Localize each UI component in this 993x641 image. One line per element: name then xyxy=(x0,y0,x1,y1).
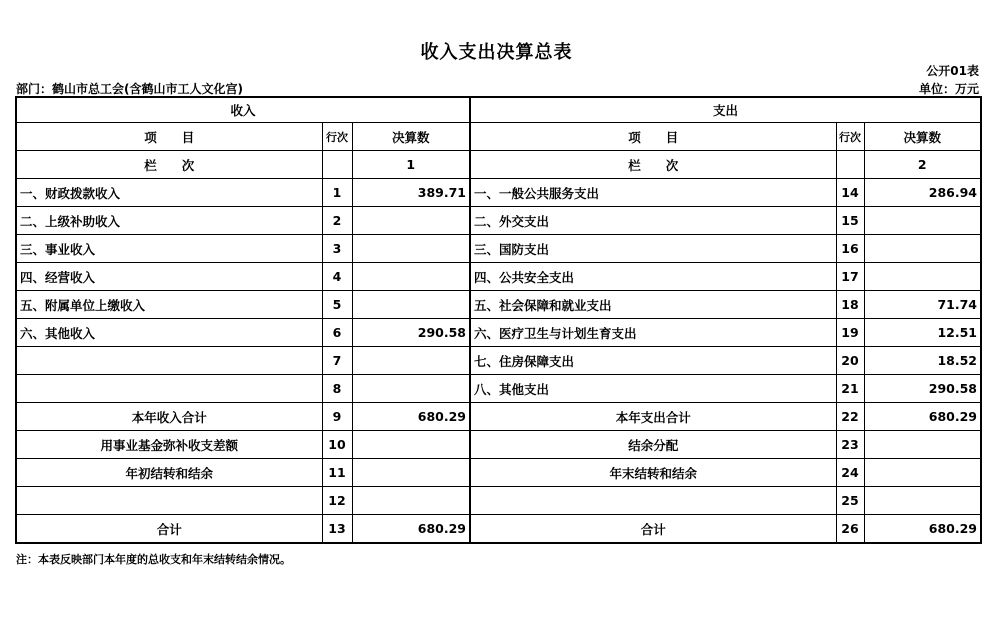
income-row-number: 5 xyxy=(322,291,352,319)
expense-amount xyxy=(864,487,981,515)
expense-section-header: 支出 xyxy=(470,97,981,123)
expense-amount xyxy=(864,207,981,235)
income-section-header: 收入 xyxy=(16,97,470,123)
expense-row-number: 16 xyxy=(836,235,864,263)
income-amount: 680.29 xyxy=(352,403,470,431)
table-row xyxy=(16,235,981,263)
income-row-number: 4 xyxy=(322,263,352,291)
expense-amount: 71.74 xyxy=(864,291,981,319)
expense-item-label: 八、其他支出 xyxy=(470,375,836,403)
income-amount xyxy=(352,459,470,487)
expense-amount: 286.94 xyxy=(864,179,981,207)
expense-row-number: 23 xyxy=(836,431,864,459)
income-row-number: 3 xyxy=(322,235,352,263)
expense-amount xyxy=(864,459,981,487)
income-row-number: 1 xyxy=(322,179,352,207)
income-row-number: 6 xyxy=(322,319,352,347)
income-item-label xyxy=(16,347,322,375)
income-item-label: 五、附属单位上缴收入 xyxy=(16,291,322,319)
expense-item-label: 合计 xyxy=(470,515,836,544)
table-row xyxy=(16,375,981,403)
table-row xyxy=(16,515,981,544)
expense-item-header: 项 目 xyxy=(470,123,836,151)
income-amount: 389.71 xyxy=(352,179,470,207)
expense-row-number: 26 xyxy=(836,515,864,544)
expense-row-number: 18 xyxy=(836,291,864,319)
income-row-number: 11 xyxy=(322,459,352,487)
expense-row-number: 22 xyxy=(836,403,864,431)
expense-amount-header: 决算数 xyxy=(864,123,981,151)
expense-row-number: 21 xyxy=(836,375,864,403)
income-row-number: 10 xyxy=(322,431,352,459)
income-amount xyxy=(352,263,470,291)
expense-item-label: 五、社会保障和就业支出 xyxy=(470,291,836,319)
income-amount: 680.29 xyxy=(352,515,470,544)
income-item-label xyxy=(16,487,322,515)
income-row-number: 12 xyxy=(322,487,352,515)
expense-item-label: 二、外交支出 xyxy=(470,207,836,235)
income-item-label: 合计 xyxy=(16,515,322,544)
income-row-number: 2 xyxy=(322,207,352,235)
footnote: 注：本表反映部门本年度的总收支和年末结转结余情况。 xyxy=(16,553,291,566)
table-row xyxy=(16,179,981,207)
section-header-row xyxy=(16,97,981,123)
expense-item-label: 六、医疗卫生与计划生育支出 xyxy=(470,319,836,347)
report-title: 收入支出决算总表 xyxy=(420,42,573,63)
income-item-header: 项 目 xyxy=(16,123,322,151)
income-amount xyxy=(352,431,470,459)
income-item-label: 六、其他收入 xyxy=(16,319,322,347)
expense-amount: 12.51 xyxy=(864,319,981,347)
table-row xyxy=(16,319,981,347)
income-item-label: 二、上级补助收入 xyxy=(16,207,322,235)
expense-item-label: 七、住房保障支出 xyxy=(470,347,836,375)
unit-label: 单位：万元 xyxy=(918,82,979,96)
income-item-label: 年初结转和结余 xyxy=(16,459,322,487)
income-amount xyxy=(352,487,470,515)
income-item-label xyxy=(16,375,322,403)
income-row-number: 7 xyxy=(322,347,352,375)
income-amount xyxy=(352,375,470,403)
expense-amount: 290.58 xyxy=(864,375,981,403)
expense-item-label: 四、公共安全支出 xyxy=(470,263,836,291)
expense-row-number: 20 xyxy=(836,347,864,375)
table-row xyxy=(16,459,981,487)
expense-row-number: 24 xyxy=(836,459,864,487)
expense-amount xyxy=(864,431,981,459)
department-label: 部门：鹤山市总工会(含鹤山市工人文化宫) xyxy=(16,82,243,96)
income-amount xyxy=(352,291,470,319)
income-item-label: 本年收入合计 xyxy=(16,403,322,431)
expense-amount xyxy=(864,263,981,291)
expense-item-label: 年末结转和结余 xyxy=(470,459,836,487)
income-expense-table xyxy=(15,96,982,544)
income-row-number: 8 xyxy=(322,375,352,403)
expense-column-label: 栏 次 xyxy=(470,151,836,179)
expense-item-label: 三、国防支出 xyxy=(470,235,836,263)
income-item-label: 四、经营收入 xyxy=(16,263,322,291)
expense-column-index: 2 xyxy=(864,151,981,179)
expense-amount: 18.52 xyxy=(864,347,981,375)
table-row xyxy=(16,347,981,375)
expense-item-label: 一、一般公共服务支出 xyxy=(470,179,836,207)
income-amount: 290.58 xyxy=(352,319,470,347)
expense-row-number: 17 xyxy=(836,263,864,291)
expense-row-number: 25 xyxy=(836,487,864,515)
expense-row-number: 14 xyxy=(836,179,864,207)
expense-amount: 680.29 xyxy=(864,403,981,431)
table-row xyxy=(16,403,981,431)
income-amount xyxy=(352,347,470,375)
income-column-label: 栏 次 xyxy=(16,151,322,179)
expense-item-label xyxy=(470,487,836,515)
form-code: 公开01表 xyxy=(926,64,979,78)
expense-row-number: 15 xyxy=(836,207,864,235)
income-item-label: 一、财政拨款收入 xyxy=(16,179,322,207)
column-header-row xyxy=(16,123,981,151)
table-row xyxy=(16,291,981,319)
column-index-row xyxy=(16,151,981,179)
income-column-index: 1 xyxy=(352,151,470,179)
table-row xyxy=(16,487,981,515)
table-row xyxy=(16,207,981,235)
income-item-label: 用事业基金弥补收支差额 xyxy=(16,431,322,459)
income-item-label: 三、事业收入 xyxy=(16,235,322,263)
table-row xyxy=(16,431,981,459)
income-row-number: 13 xyxy=(322,515,352,544)
table-row xyxy=(16,263,981,291)
income-row-no-header: 行次 xyxy=(322,123,352,151)
expense-row-no-header: 行次 xyxy=(836,123,864,151)
expense-item-label: 结余分配 xyxy=(470,431,836,459)
expense-amount: 680.29 xyxy=(864,515,981,544)
income-row-number: 9 xyxy=(322,403,352,431)
expense-amount xyxy=(864,235,981,263)
income-amount xyxy=(352,235,470,263)
income-amount-header: 决算数 xyxy=(352,123,470,151)
expense-item-label: 本年支出合计 xyxy=(470,403,836,431)
income-amount xyxy=(352,207,470,235)
expense-row-number: 19 xyxy=(836,319,864,347)
